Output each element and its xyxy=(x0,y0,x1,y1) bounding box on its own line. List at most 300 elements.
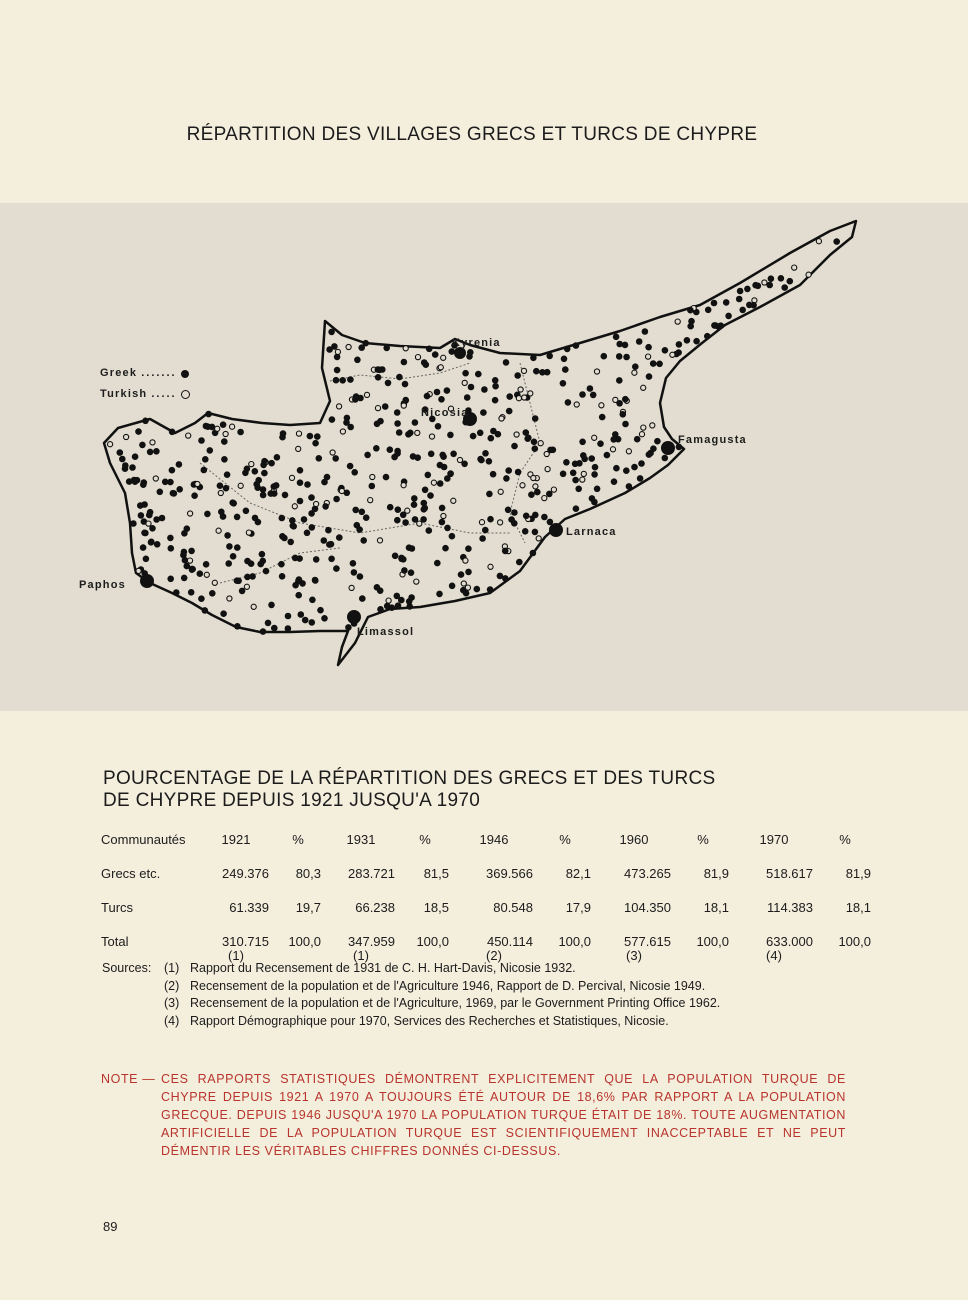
greek-village-marker xyxy=(444,525,451,532)
greek-village-marker xyxy=(406,598,413,605)
greek-village-marker xyxy=(479,535,486,542)
turkish-village-marker xyxy=(204,572,209,577)
source-text: Recensement de la population et de l'Agriculture, 1969, par le Government Printing Office 1962. xyxy=(190,996,721,1010)
greek-village-marker xyxy=(218,509,225,516)
source-ref: (2) xyxy=(486,948,502,963)
table-cell: 18,1 xyxy=(703,900,729,915)
greek-village-marker xyxy=(201,467,208,474)
greek-village-marker xyxy=(662,455,669,462)
greek-village-marker xyxy=(532,445,539,452)
greek-village-marker xyxy=(622,421,629,428)
greek-village-marker xyxy=(351,569,358,576)
turkish-village-marker xyxy=(518,387,523,392)
greek-village-marker xyxy=(565,399,572,406)
greek-village-marker xyxy=(198,437,205,444)
greek-village-marker xyxy=(230,553,237,560)
greek-village-marker xyxy=(616,377,623,384)
greek-village-marker xyxy=(487,586,494,593)
total-value: 450.114 xyxy=(486,934,533,949)
greek-village-marker xyxy=(191,492,198,499)
turkish-village-marker xyxy=(592,435,597,440)
greek-village-marker xyxy=(304,481,311,488)
greek-village-marker xyxy=(278,561,285,568)
note-lead: NOTE — xyxy=(101,1072,156,1086)
greek-village-marker xyxy=(332,455,339,462)
greek-village-marker xyxy=(263,568,270,575)
greek-village-marker xyxy=(401,567,408,574)
source-number: (1) xyxy=(164,961,180,975)
greek-village-marker xyxy=(197,570,204,577)
turkish-village-marker xyxy=(479,520,484,525)
greek-village-marker xyxy=(676,341,683,348)
greek-village-marker xyxy=(579,439,586,446)
turkish-village-marker xyxy=(146,521,151,526)
turkish-village-marker xyxy=(330,450,335,455)
greek-village-marker xyxy=(260,462,267,469)
greek-village-marker xyxy=(248,560,255,567)
greek-village-marker xyxy=(406,544,413,551)
turkish-village-marker xyxy=(401,403,406,408)
turkish-village-marker xyxy=(650,423,655,428)
greek-village-marker xyxy=(271,483,278,490)
turkish-village-marker xyxy=(375,406,380,411)
greek-village-marker xyxy=(465,545,472,552)
greek-village-marker xyxy=(439,519,446,526)
turkish-village-marker xyxy=(594,369,599,374)
greek-village-marker xyxy=(421,506,428,513)
greek-village-marker xyxy=(382,403,389,410)
greek-village-marker xyxy=(268,490,275,497)
turkish-village-marker xyxy=(335,349,340,354)
greek-village-marker xyxy=(274,454,281,461)
greek-village-marker xyxy=(534,489,541,496)
greek-village-marker xyxy=(561,356,568,363)
greek-village-marker xyxy=(261,470,268,477)
greek-village-marker xyxy=(354,522,361,529)
turkish-village-marker xyxy=(212,580,217,585)
turkish-village-marker xyxy=(370,474,375,479)
cyprus-map xyxy=(0,203,968,711)
greek-village-marker xyxy=(180,552,187,559)
greek-village-marker xyxy=(394,420,401,427)
table-cell: 18,1 xyxy=(845,900,871,915)
greek-village-marker xyxy=(176,461,183,468)
turkish-village-marker xyxy=(429,434,434,439)
greek-village-marker xyxy=(693,338,700,345)
greek-village-marker xyxy=(138,512,145,519)
turkish-village-marker xyxy=(414,579,419,584)
greek-village-marker xyxy=(634,436,641,443)
table-cell: 283.721 xyxy=(348,866,395,881)
greek-village-marker xyxy=(132,478,139,485)
greek-village-marker xyxy=(143,556,150,563)
turkish-village-marker xyxy=(218,490,223,495)
greek-village-marker xyxy=(313,556,320,563)
greek-village-marker xyxy=(492,397,499,404)
table-cell: 18,5 xyxy=(423,900,449,915)
greek-village-marker xyxy=(225,560,232,567)
source-number: (3) xyxy=(164,996,180,1010)
greek-village-marker xyxy=(299,580,306,587)
turkish-village-marker xyxy=(441,355,446,360)
greek-village-marker xyxy=(377,606,384,613)
greek-village-marker xyxy=(588,455,595,462)
source-text: Rapport Démographique pour 1970, Services des Recherches et Statistiques, Nicosie. xyxy=(190,1013,669,1028)
greek-village-marker xyxy=(148,539,155,546)
total-value: 347.959 xyxy=(348,934,395,949)
greek-village-marker xyxy=(492,377,499,384)
table-cell: 80.548 xyxy=(493,900,533,915)
table-header: % xyxy=(559,832,571,847)
greek-village-marker xyxy=(684,337,691,344)
greek-village-marker xyxy=(169,467,176,474)
greek-village-marker xyxy=(522,528,529,535)
greek-village-marker xyxy=(369,483,376,490)
greek-village-marker xyxy=(425,472,432,479)
greek-village-marker xyxy=(296,555,303,562)
greek-village-marker xyxy=(516,559,523,566)
source-ref: (4) xyxy=(766,948,782,963)
greek-village-marker xyxy=(176,486,183,493)
greek-village-marker xyxy=(147,449,154,456)
turkish-village-marker xyxy=(150,440,155,445)
greek-village-marker xyxy=(718,322,725,329)
greek-village-marker xyxy=(787,278,794,285)
greek-village-marker xyxy=(481,386,488,393)
greek-village-marker xyxy=(439,452,446,459)
greek-village-marker xyxy=(675,349,682,356)
table-cell: 61.339 xyxy=(229,900,269,915)
greek-village-marker xyxy=(646,373,653,380)
greek-village-marker xyxy=(515,469,522,476)
greek-village-marker xyxy=(268,460,275,467)
greek-village-marker xyxy=(141,530,148,537)
greek-village-marker xyxy=(502,575,509,582)
greek-village-marker xyxy=(546,353,553,360)
greek-village-marker xyxy=(394,409,401,416)
greek-village-marker xyxy=(523,513,530,520)
turkish-village-marker xyxy=(542,496,547,501)
table-cell xyxy=(452,928,536,963)
legend-turkish-label: Turkish xyxy=(100,388,148,400)
greek-village-marker xyxy=(750,302,757,309)
greek-village-marker xyxy=(398,555,405,562)
turkish-village-marker xyxy=(626,449,631,454)
greek-village-marker xyxy=(575,486,582,493)
greek-village-marker xyxy=(364,452,371,459)
turkish-village-marker xyxy=(670,352,675,357)
greek-village-marker xyxy=(339,377,346,384)
greek-village-marker xyxy=(711,300,718,307)
source-item xyxy=(102,960,862,978)
table-cell: 100,0 xyxy=(696,934,729,949)
turkish-village-marker xyxy=(538,441,543,446)
turkish-village-marker xyxy=(215,426,220,431)
greek-village-marker xyxy=(533,368,540,375)
town-label-kyrenia: Kyrenia xyxy=(452,337,501,349)
table-header: 1960 xyxy=(619,832,649,847)
turkish-village-marker xyxy=(251,604,256,609)
greek-village-marker xyxy=(434,389,441,396)
turkish-village-marker xyxy=(223,431,228,436)
turkish-village-marker xyxy=(314,501,319,506)
greek-village-marker xyxy=(117,449,124,456)
note-paragraph xyxy=(101,1070,846,1160)
table-header-row xyxy=(98,826,874,860)
greek-village-marker xyxy=(321,615,328,622)
greek-village-marker xyxy=(768,275,775,282)
town-marker-famagusta xyxy=(661,441,675,455)
greek-village-marker xyxy=(530,355,537,362)
greek-village-marker xyxy=(357,395,364,402)
source-ref: (3) xyxy=(626,948,642,963)
greek-village-marker xyxy=(122,462,129,469)
turkish-village-marker xyxy=(521,368,526,373)
sources-label: Sources: xyxy=(102,961,152,975)
greek-village-marker xyxy=(260,628,267,635)
source-ref: (1) xyxy=(228,948,244,963)
table-cell: 100,0 xyxy=(558,934,591,949)
greek-village-marker xyxy=(482,527,489,534)
greek-village-marker xyxy=(321,479,328,486)
table-cell: 17,9 xyxy=(565,900,591,915)
table-cell: 81,9 xyxy=(703,866,729,881)
greek-village-marker xyxy=(723,299,730,306)
greek-village-marker xyxy=(126,478,133,485)
greek-village-marker xyxy=(468,384,475,391)
turkish-village-marker xyxy=(451,498,456,503)
greek-village-marker xyxy=(329,416,336,423)
greek-village-marker xyxy=(309,524,316,531)
source-item xyxy=(102,995,862,1013)
greek-village-marker xyxy=(394,593,401,600)
greek-village-marker xyxy=(383,345,390,352)
greek-village-marker xyxy=(487,516,494,523)
greek-village-marker xyxy=(444,387,451,394)
turkish-village-marker xyxy=(528,391,533,396)
greek-village-marker xyxy=(541,514,548,521)
greek-village-marker xyxy=(503,359,510,366)
table-cell: 66.238 xyxy=(355,900,395,915)
town-marker-paphos xyxy=(140,574,154,588)
source-ref: (1) xyxy=(353,948,369,963)
greek-village-marker xyxy=(265,620,272,627)
greek-village-marker xyxy=(347,463,354,470)
greek-village-marker xyxy=(119,456,126,463)
greek-village-marker xyxy=(153,448,160,455)
greek-village-marker xyxy=(389,604,396,611)
greek-village-marker xyxy=(280,430,287,437)
greek-village-marker xyxy=(239,588,246,595)
greek-village-marker xyxy=(400,512,407,519)
greek-village-marker xyxy=(752,282,759,289)
greek-village-marker xyxy=(570,470,577,477)
greek-village-marker xyxy=(140,544,147,551)
turkish-village-marker xyxy=(349,585,354,590)
greek-village-marker xyxy=(572,461,579,468)
turkish-village-marker xyxy=(551,487,556,492)
greek-village-marker xyxy=(631,464,638,471)
greek-village-marker xyxy=(447,432,454,439)
greek-village-marker xyxy=(638,460,645,467)
table-header: % xyxy=(292,832,304,847)
turkish-village-marker xyxy=(816,239,821,244)
greek-village-marker xyxy=(460,587,467,594)
greek-village-marker xyxy=(573,505,580,512)
greek-village-marker xyxy=(637,475,644,482)
town-label-limassol: Limassol xyxy=(357,626,415,638)
greek-village-marker xyxy=(437,480,444,487)
greek-village-marker xyxy=(140,481,147,488)
table-row xyxy=(98,860,874,894)
greek-village-marker xyxy=(426,527,433,534)
greek-village-marker xyxy=(428,451,435,458)
greek-village-marker xyxy=(613,465,620,472)
greek-village-marker xyxy=(662,347,669,354)
turkish-village-marker xyxy=(498,520,503,525)
greek-village-marker xyxy=(202,456,209,463)
turkish-village-marker xyxy=(238,483,243,488)
table-cell xyxy=(594,928,674,963)
turkish-village-marker xyxy=(457,457,462,462)
greek-village-marker xyxy=(268,602,275,609)
greek-village-marker xyxy=(295,592,302,599)
turkish-village-marker xyxy=(441,513,446,518)
greek-village-marker xyxy=(226,543,233,550)
turkish-village-marker xyxy=(230,424,235,429)
greek-village-marker xyxy=(486,458,493,465)
town-label-paphos: Paphos xyxy=(79,579,126,591)
turkish-village-marker xyxy=(516,396,521,401)
stats-title xyxy=(103,768,715,812)
greek-village-marker xyxy=(139,442,146,449)
greek-village-marker xyxy=(396,429,403,436)
greek-village-marker xyxy=(314,433,321,440)
total-value: 633.000 xyxy=(766,934,813,949)
greek-village-marker xyxy=(316,455,323,462)
greek-village-marker xyxy=(438,396,445,403)
legend-greek-label: Greek xyxy=(100,367,138,379)
greek-village-marker xyxy=(581,456,588,463)
greek-village-marker xyxy=(645,344,652,351)
greek-village-marker xyxy=(202,607,209,614)
greek-village-marker xyxy=(359,509,366,516)
greek-village-marker xyxy=(132,453,139,460)
table-cell: 81,5 xyxy=(423,866,449,881)
table-cell: Total xyxy=(101,934,129,949)
greek-village-marker xyxy=(309,619,316,626)
greek-village-marker xyxy=(181,530,188,537)
turkish-village-marker xyxy=(292,504,297,509)
greek-village-marker xyxy=(492,383,499,390)
table-cell xyxy=(324,928,398,963)
greek-village-marker xyxy=(610,436,617,443)
greek-village-marker xyxy=(573,342,580,349)
greek-village-marker xyxy=(254,484,261,491)
greek-village-marker xyxy=(436,591,443,598)
greek-village-marker xyxy=(207,447,214,454)
turkish-village-marker xyxy=(415,355,420,360)
greek-village-marker xyxy=(395,602,402,609)
turkish-village-marker xyxy=(632,370,637,375)
greek-village-marker xyxy=(550,447,557,454)
source-text: Recensement de la population et de l'Agriculture 1946, Rapport de D. Percival, Nicosie 1949. xyxy=(190,978,706,993)
greek-village-marker xyxy=(351,469,358,476)
greek-village-marker xyxy=(564,346,571,353)
greek-village-marker xyxy=(157,489,164,496)
turkish-village-marker xyxy=(244,584,249,589)
greek-village-marker xyxy=(221,438,228,445)
note-text: CES RAPPORTS STATISTIQUES DÉMONTRENT EXPLICITEMENT QUE LA POPULATION TURQUE DE CHYPRE DEPUIS 1921 A 1970 A TOUJOURS ÉTÉ AUTOUR DE 18,6% PAR RAPPORT A LA POPULATION GRECQUE. DEPUIS 1946 JUSQU'A 1970 LA POPULATION TURQUE ÉTAIT DE 18%. TOUTE AUGMENTATION ARTIFICIELLE DE LA POPULATION TURQUE EST SCIENTIFIQUEMENT INACCEPTABLE ET NE PEUT DÉMENTIR LES VÉRITABLES CHIFFRES DONNÉS CI-DESSUS. xyxy=(161,1072,846,1158)
greek-village-marker xyxy=(297,479,304,486)
table-header: % xyxy=(419,832,431,847)
greek-village-marker xyxy=(181,575,188,582)
greek-village-marker xyxy=(135,428,142,435)
turkish-village-marker xyxy=(610,447,615,452)
greek-village-marker xyxy=(601,353,608,360)
greek-village-marker xyxy=(141,501,148,508)
greek-village-marker xyxy=(234,623,241,630)
greek-village-marker xyxy=(495,431,502,438)
greek-village-marker xyxy=(229,499,236,506)
greek-village-marker xyxy=(129,464,136,471)
greek-village-marker xyxy=(387,446,394,453)
source-number: (4) xyxy=(164,1013,180,1028)
greek-village-marker xyxy=(234,577,241,584)
greek-village-marker xyxy=(514,372,521,379)
table-header: Communautés xyxy=(101,832,186,847)
greek-village-marker xyxy=(488,435,495,442)
greek-village-marker xyxy=(375,366,382,373)
greek-village-marker xyxy=(482,450,489,457)
greek-village-marker xyxy=(725,313,732,320)
greek-village-marker xyxy=(402,519,409,526)
stats-title-line-1: POURCENTAGE DE LA RÉPARTITION DES GRECS ET DES TURCS xyxy=(103,768,716,789)
table-header: 1931 xyxy=(346,832,376,847)
greek-village-marker xyxy=(385,380,392,387)
greek-village-marker xyxy=(383,474,390,481)
turkish-village-marker xyxy=(545,467,550,472)
greek-village-marker xyxy=(506,408,513,415)
turkish-village-marker xyxy=(368,498,373,503)
turkish-village-marker xyxy=(641,425,646,430)
turkish-village-marker xyxy=(646,354,651,359)
greek-village-marker xyxy=(704,333,711,340)
turkish-village-marker xyxy=(762,280,767,285)
greek-village-marker xyxy=(465,569,472,576)
greek-village-marker xyxy=(343,419,350,426)
greek-village-marker xyxy=(259,551,266,558)
greek-village-marker xyxy=(442,545,449,552)
greek-village-marker xyxy=(616,353,623,360)
turkish-village-marker xyxy=(514,432,519,437)
legend-turkish xyxy=(100,384,190,405)
greek-village-marker xyxy=(587,385,594,392)
turkish-village-marker xyxy=(522,395,527,400)
greek-village-marker xyxy=(392,553,399,560)
greek-village-marker xyxy=(475,371,482,378)
town-label-famagusta: Famagusta xyxy=(678,434,747,446)
greek-village-marker xyxy=(591,471,598,478)
greek-village-marker xyxy=(167,576,174,583)
greek-village-marker xyxy=(290,523,297,530)
greek-village-marker xyxy=(153,516,160,523)
turkish-village-marker xyxy=(340,429,345,434)
greek-village-marker xyxy=(623,467,630,474)
greek-village-marker xyxy=(331,343,338,350)
greek-village-marker xyxy=(252,468,259,475)
greek-village-marker xyxy=(560,471,567,478)
